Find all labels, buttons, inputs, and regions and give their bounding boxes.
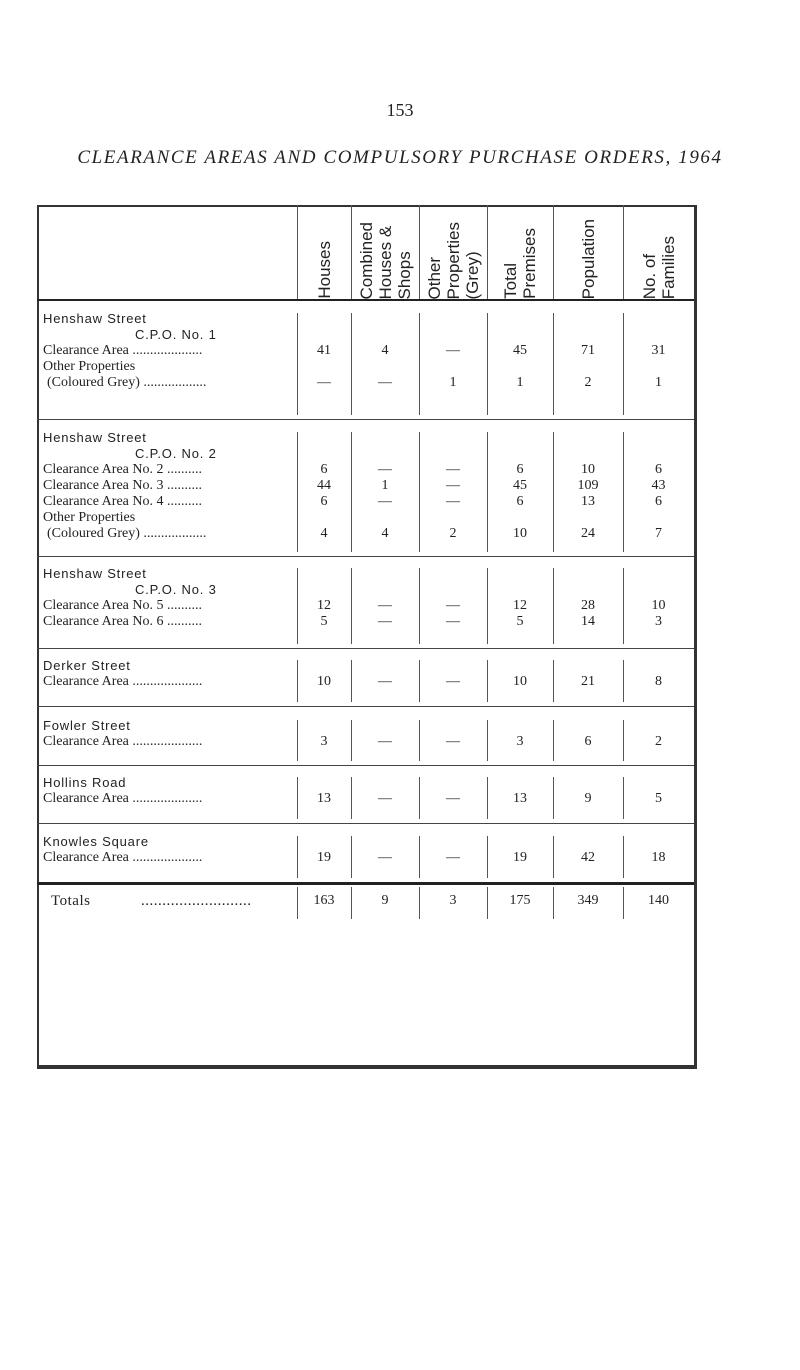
row-rule — [37, 882, 694, 885]
column-divider — [297, 568, 298, 644]
column-divider — [297, 720, 298, 761]
page-number: 153 — [386, 100, 414, 120]
cell-value: 1 — [449, 375, 457, 390]
column-divider — [351, 313, 352, 415]
column-divider — [623, 777, 624, 819]
row-label: Clearance Area No. 4 .......... — [43, 494, 202, 509]
column-divider — [623, 568, 624, 644]
column-divider — [351, 568, 352, 644]
cell-value: 31 — [651, 343, 666, 358]
column-divider — [553, 432, 554, 552]
cell-value: 10 — [651, 598, 666, 613]
cell-value: 10 — [581, 462, 595, 477]
column-divider — [351, 836, 352, 878]
cell-value: 6 — [320, 462, 328, 477]
cell-value: 5 — [516, 614, 524, 629]
column-header — [487, 213, 553, 299]
row-label: Clearance Area No. 6 .......... — [43, 614, 202, 629]
header-rule — [37, 299, 694, 301]
row-label: Clearance Area .................... — [43, 343, 203, 358]
cell-value: 12 — [317, 598, 331, 613]
column-divider — [553, 720, 554, 761]
page-title: CLEARANCE AREAS AND COMPULSORY PURCHASE ORDERS, 1964 — [77, 147, 723, 168]
cell-value: 10 — [513, 674, 527, 689]
cell-value: 14 — [581, 614, 595, 629]
cell-value: — — [446, 343, 460, 358]
cell-value: 4 — [381, 343, 389, 358]
cell-value: — — [378, 375, 392, 390]
column-divider — [351, 660, 352, 702]
cell-value: — — [446, 791, 460, 806]
row-label: Clearance Area .................... — [43, 850, 203, 865]
column-divider — [487, 887, 488, 919]
column-divider — [419, 887, 420, 919]
totals-value: 175 — [509, 893, 531, 908]
cell-value: 18 — [651, 850, 666, 865]
column-divider — [487, 205, 488, 299]
group-heading: Henshaw Street — [43, 430, 147, 445]
cell-value: 45 — [513, 343, 527, 358]
cell-value: 12 — [513, 598, 527, 613]
cell-value: 2 — [655, 734, 662, 749]
column-header — [351, 213, 419, 299]
cell-value: 13 — [317, 791, 331, 806]
cell-value: 42 — [581, 850, 595, 865]
column-divider — [623, 836, 624, 878]
row-label: Clearance Area .................... — [43, 734, 203, 749]
column-header-label: Combined Houses & Shops — [356, 221, 414, 299]
cell-value: — — [446, 614, 460, 629]
cell-value: — — [378, 734, 392, 749]
column-divider — [297, 205, 298, 299]
totals-value: 140 — [648, 893, 669, 908]
cell-value: 6 — [655, 494, 662, 509]
column-header — [623, 213, 694, 299]
column-divider — [419, 777, 420, 819]
group-heading: Derker Street — [43, 658, 131, 673]
cell-value: 45 — [513, 478, 527, 493]
column-divider — [297, 313, 298, 415]
cell-value: 6 — [584, 734, 592, 749]
column-divider — [553, 205, 554, 299]
totals-value: 349 — [577, 893, 599, 908]
row-label: (Coloured Grey) .................. — [47, 375, 207, 390]
cell-value: 3 — [516, 734, 524, 749]
column-divider — [623, 313, 624, 415]
column-divider — [351, 432, 352, 552]
column-divider — [419, 836, 420, 878]
column-divider — [297, 836, 298, 878]
cell-value: 7 — [655, 526, 662, 541]
row-rule — [37, 648, 694, 649]
cell-value: — — [446, 850, 460, 865]
column-divider — [487, 568, 488, 644]
column-header-label: Other Properties (Grey) — [424, 221, 482, 299]
totals-label: Totals — [51, 893, 91, 909]
cell-value: — — [378, 494, 392, 509]
column-header-label: Houses — [314, 241, 334, 299]
column-divider — [487, 777, 488, 819]
column-divider — [351, 205, 352, 299]
column-header-label: Total Premises — [501, 228, 539, 299]
cell-value: 6 — [320, 494, 328, 509]
column-divider — [553, 836, 554, 878]
column-divider — [553, 887, 554, 919]
row-label: Clearance Area No. 3 .......... — [43, 478, 202, 493]
column-divider — [553, 313, 554, 415]
column-divider — [297, 660, 298, 702]
row-rule — [37, 419, 694, 420]
cell-value: 13 — [581, 494, 595, 509]
cell-value: 6 — [655, 462, 662, 477]
cell-value: — — [378, 791, 392, 806]
cell-value: 71 — [581, 343, 595, 358]
row-rule — [37, 556, 694, 557]
cell-value: 41 — [317, 343, 331, 358]
column-divider — [419, 568, 420, 644]
cell-value: 5 — [320, 614, 328, 629]
totals-leader-dots: .......................... — [141, 893, 252, 909]
cell-value: 2 — [584, 375, 592, 390]
cell-value: 19 — [317, 850, 331, 865]
column-header — [553, 213, 623, 299]
cell-value: 21 — [581, 674, 595, 689]
group-heading: Hollins Road — [43, 775, 127, 790]
cell-value: — — [446, 598, 460, 613]
cell-value: 19 — [513, 850, 527, 865]
column-divider — [297, 777, 298, 819]
cell-value: — — [446, 734, 460, 749]
cell-value: 5 — [655, 791, 662, 806]
column-divider — [623, 205, 624, 299]
clearance-areas-table — [37, 205, 694, 1066]
row-rule — [37, 706, 694, 707]
column-divider — [297, 887, 298, 919]
cell-value: — — [446, 478, 460, 493]
column-divider — [351, 887, 352, 919]
row-label: (Coloured Grey) .................. — [47, 526, 207, 541]
row-rule — [37, 765, 694, 766]
column-divider — [487, 432, 488, 552]
row-label: Clearance Area .................... — [43, 674, 203, 689]
cell-value: — — [378, 614, 392, 629]
row-rule — [37, 823, 694, 824]
cell-value: 13 — [513, 791, 527, 806]
column-divider — [623, 660, 624, 702]
cell-value: 6 — [516, 462, 524, 477]
cell-value: 4 — [381, 526, 389, 541]
column-divider — [419, 432, 420, 552]
cell-value: 1 — [655, 375, 662, 390]
column-divider — [553, 568, 554, 644]
cell-value: 4 — [320, 526, 328, 541]
cell-value: — — [378, 598, 392, 613]
cell-value: 28 — [581, 598, 595, 613]
group-heading: Knowles Square — [43, 834, 149, 849]
cell-value: — — [378, 462, 392, 477]
cell-value: — — [317, 375, 331, 390]
row-label: Other Properties — [43, 359, 136, 374]
totals-value: 9 — [381, 893, 389, 908]
column-divider — [487, 660, 488, 702]
totals-value: 163 — [313, 893, 335, 908]
cell-value: 44 — [317, 478, 331, 493]
cell-value: 10 — [317, 674, 331, 689]
column-divider — [623, 887, 624, 919]
cell-value: 3 — [320, 734, 328, 749]
column-divider — [351, 720, 352, 761]
cell-value: — — [378, 850, 392, 865]
order-number: C.P.O. No. 2 — [135, 446, 217, 461]
row-label: Clearance Area No. 5 .......... — [43, 598, 202, 613]
cell-value: 8 — [655, 674, 662, 689]
cell-value: — — [446, 462, 460, 477]
column-divider — [487, 720, 488, 761]
cell-value: — — [446, 674, 460, 689]
column-divider — [487, 313, 488, 415]
cell-value: 109 — [577, 478, 599, 493]
column-divider — [623, 432, 624, 552]
group-heading: Henshaw Street — [43, 566, 147, 581]
column-divider — [419, 313, 420, 415]
column-header-label: Population — [578, 218, 598, 299]
column-header-label: No. of Families — [639, 235, 678, 299]
column-divider — [419, 205, 420, 299]
row-label: Clearance Area No. 2 .......... — [43, 462, 202, 477]
cell-value: 1 — [381, 478, 389, 493]
cell-value: 24 — [581, 526, 595, 541]
column-divider — [419, 660, 420, 702]
group-heading: Henshaw Street — [43, 311, 147, 326]
column-header — [419, 213, 487, 299]
column-header — [297, 213, 351, 299]
cell-value: — — [378, 674, 392, 689]
cell-value: 10 — [513, 526, 527, 541]
cell-value: 3 — [655, 614, 662, 629]
column-divider — [419, 720, 420, 761]
cell-value: 43 — [651, 478, 666, 493]
cell-value: 1 — [516, 375, 524, 390]
column-divider — [297, 432, 298, 552]
column-divider — [623, 720, 624, 761]
row-label: Clearance Area .................... — [43, 791, 203, 806]
column-divider — [553, 660, 554, 702]
cell-value: 9 — [584, 791, 592, 806]
group-heading: Fowler Street — [43, 718, 131, 733]
totals-value: 3 — [449, 893, 457, 908]
cell-value: 2 — [449, 526, 457, 541]
order-number: C.P.O. No. 3 — [135, 582, 217, 597]
cell-value: — — [446, 494, 460, 509]
row-label: Other Properties — [43, 510, 136, 525]
order-number: C.P.O. No. 1 — [135, 327, 217, 342]
column-divider — [487, 836, 488, 878]
cell-value: 6 — [516, 494, 524, 509]
column-divider — [351, 777, 352, 819]
column-divider — [553, 777, 554, 819]
